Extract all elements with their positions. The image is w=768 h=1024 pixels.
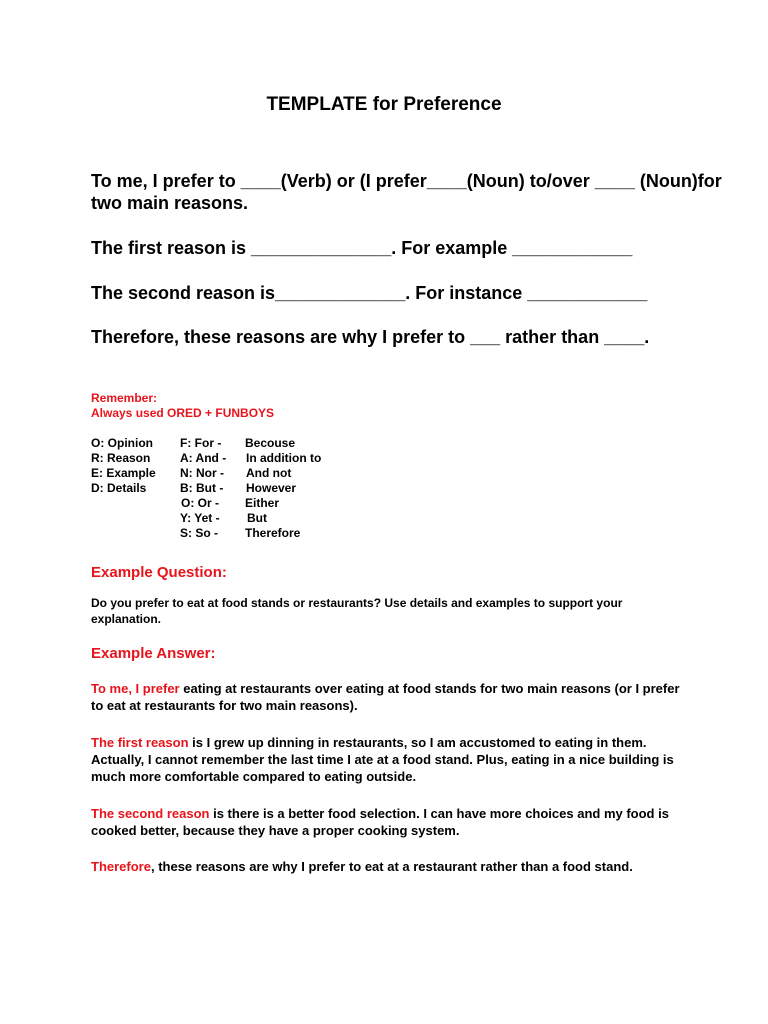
- answer-body: is there is a better food selection. I can have more choices and my food is cooked better, because they have a proper cooking system.: [91, 806, 669, 838]
- example-question-text: Do you prefer to eat at food stands or restaurants? Use details and examples to support your explanation.: [91, 596, 623, 626]
- answer-paragraph-opinion: [91, 680, 691, 714]
- funboys-meanings: [245, 436, 321, 541]
- funboys-meaning: Becouse: [245, 436, 296, 450]
- ored-item: R: Reason: [91, 451, 151, 465]
- funboys-meaning: Either: [245, 496, 280, 510]
- funboys-meaning: And not: [246, 466, 292, 480]
- answer-body: is I grew up dinning in restaurants, so I am accustomed to eating in them. Actually, I cannot remember the last time I ate at a food stand. Plus, eating in a nice building is much more comfortable compared to eating outside.: [91, 735, 674, 784]
- ored-item: E: Example: [91, 466, 156, 480]
- answer-paragraph-conclusion: [91, 858, 691, 875]
- funboys-letters: [180, 436, 226, 541]
- funboys-meaning: Therefore: [245, 526, 301, 540]
- funboys-letter: Y: Yet -: [180, 511, 220, 525]
- example-answer-heading: Example Answer:: [91, 645, 216, 662]
- template-line-second-reason: The second reason is_____________. For instance ____________: [91, 283, 648, 303]
- funboys-letter: F: For -: [180, 436, 222, 450]
- ored-list: [91, 436, 156, 496]
- template-line-conclusion: Therefore, these reasons are why I prefer to ___ rather than ____.: [91, 327, 650, 347]
- funboys-letter: O: Or -: [181, 496, 219, 510]
- funboys-letter: S: So -: [180, 526, 218, 540]
- remember-note: [91, 391, 274, 421]
- funboys-letter: N: Nor -: [180, 466, 224, 480]
- answer-body: , these reasons are why I prefer to eat at a restaurant rather than a food stand.: [150, 859, 633, 874]
- template-line-opinion: To me, I prefer to ____(Verb) or (I prefer____(Noun) to/over ____ (Noun)for two main reasons.: [91, 171, 722, 213]
- funboys-letter: A: And -: [180, 451, 227, 465]
- funboys-letter: B: But -: [180, 481, 224, 495]
- answer-lead: The second reason: [91, 806, 210, 821]
- ored-item: O: Opinion: [91, 436, 153, 450]
- funboys-meaning: But: [247, 511, 267, 525]
- template-line-first-reason: The first reason is ______________. For example ____________: [91, 238, 633, 258]
- answer-lead: To me, I prefer: [91, 681, 180, 696]
- remember-subheading: Always used ORED + FUNBOYS: [91, 406, 275, 420]
- answer-body: eating at restaurants over eating at food stands for two main reasons (or I prefer to eat at restaurants for two main reasons).: [91, 681, 680, 713]
- ored-item: D: Details: [91, 481, 147, 495]
- funboys-meaning: However: [246, 481, 297, 495]
- remember-heading: Remember:: [91, 391, 158, 405]
- funboys-meaning: In addition to: [246, 451, 322, 465]
- answer-paragraph-second-reason: [91, 805, 691, 839]
- answer-paragraph-first-reason: [91, 734, 691, 785]
- answer-lead: Therefore: [91, 859, 151, 874]
- example-question-heading: Example Question:: [91, 564, 227, 581]
- page-title: TEMPLATE for Preference: [266, 94, 502, 115]
- answer-lead: The first reason: [91, 735, 189, 750]
